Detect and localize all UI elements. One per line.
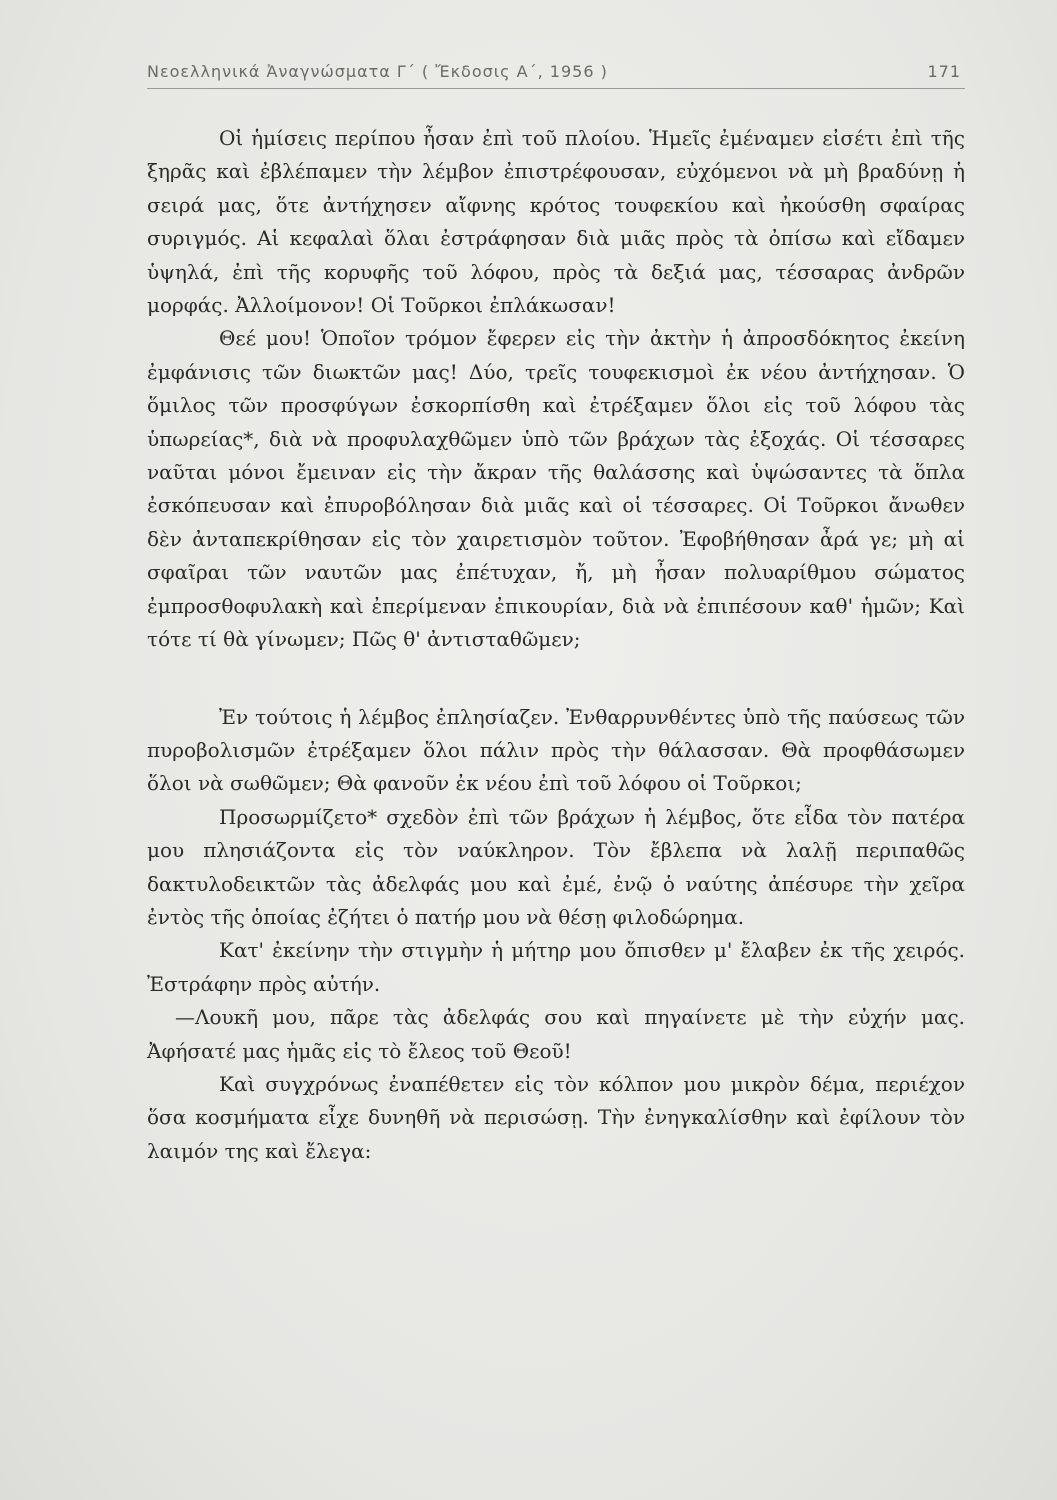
paragraph-2: Θεέ μου! Ὁποῖον τρόμον ἔφερεν εἰς τὴν ἀκτὴν ἡ ἀπροσδόκητος ἐκείνη ἐμφάνισις τῶν διωκτῶν μας! Δύο, τρεῖς τουφεκισμοὶ ἐκ νέου ἀντήχησαν. Ὁ ὅμιλος τῶν προσφύγων ἐσκορπίσθη καὶ ἐτρέξαμεν ὅλοι εἰς τοῦ λόφου τὰς ὑπωρείας*, διὰ νὰ προφυλαχθῶμεν ὑπὸ τῶν βράχων τὰς ἐξοχάς. Οἱ τέσσαρες ναῦται μόνοι ἔμειναν εἰς τὴν ἄκραν τῆς θαλάσσης καὶ ὑψώσαντες τὰ ὅπλα ἐσκόπευσαν καὶ ἐπυροβόλησαν διὰ μιᾶς καὶ οἱ τέσσαρες. Οἱ Τοῦρκοι ἄνωθεν δὲν ἀνταπεκρίθησαν εἰς τὸν χαιρετισμὸν τοῦτον. Ἐφοβήθησαν ἆρά γε; μὴ αἱ σφαῖραι τῶν ναυτῶν μας ἐπέτυχαν, ἤ, μὴ ἦσαν πολυαρίθμου σώματος ἐμπροσθοφυλακὴ καὶ ἐπερίμεναν ἐπικουρίαν, διὰ νὰ ἐπιπέσουν καθ' ἡμῶν; Καὶ τότε τί θὰ γίνωμεν; Πῶς θ' ἀντισταθῶμεν;: [147, 326, 965, 652]
paragraph-4: Προσωρμίζετο* σχεδὸν ἐπὶ τῶν βράχων ἡ λέμβος, ὅτε εἶδα τὸν πατέρα μου πλησιάζοντα εἰς τὸν ναύκληρον. Τὸν ἔβλεπα νὰ λαλῇ περιπαθῶς δακτυλοδεικτῶν τὰς ἀδελφάς μου καὶ ἐμέ, ἐνῷ ὁ ναύτης ἀπέσυρε τὴν χεῖρα ἐντὸς τῆς ὁποίας ἐζήτει ὁ πατήρ μου νὰ θέσῃ φιλοδώρημα.: [147, 804, 965, 929]
section-gap: [147, 657, 965, 701]
paragraph-7: Καὶ συγχρόνως ἐναπέθετεν εἰς τὸν κόλπον μου μικρὸν δέμα, περιέχον ὅσα κοσμήματα εἶχε δυνηθῆ νὰ περισώσῃ. Τὴν ἐνηγκαλίσθην καὶ ἐφίλουν τὸν λαιμόν της καὶ ἔλεγα:: [147, 1071, 965, 1163]
paragraph-1: Οἱ ἡμίσεις περίπου ἦσαν ἐπὶ τοῦ πλοίου. Ἡμεῖς ἐμέναμεν εἰσέτι ἐπὶ τῆς ξηρᾶς καὶ ἐβλέπαμεν τὴν λέμβον ἐπιστρέφουσαν, εὐχόμενοι νὰ μὴ βραδύνῃ ἡ σειρά μας, ὅτε ἀντήχησεν αἴφνης κρότος τουφεκίου καὶ ἠκούσθη σφαίρας συριγμός. Αἱ κεφαλαὶ ὅλαι ἐστράφησαν διὰ μιᾶς πρὸς τὰ ὀπίσω καὶ εἴδαμεν ὑψηλά, ἐπὶ τῆς κορυφῆς τοῦ λόφου, πρὸς τὰ δεξιά μας, τέσσαρας ἀνδρῶν μορφάς. Ἀλλοίμονον! Οἱ Τοῦρκοι ἐπλάκωσαν!: [147, 126, 965, 318]
paragraph-6-dialogue: —Λουκῆ μου, πᾶρε τὰς ἀδελφάς σου καὶ πηγαίνετε μὲ τὴν εὐχήν μας. Ἀφήσατέ μας ἡμᾶς εἰς τὸ ἔλεος τοῦ Θεοῦ!: [147, 1005, 965, 1063]
paragraph-3: Ἐν τούτοις ἡ λέμβος ἐπλησίαζεν. Ἐνθαρρυνθέντες ὑπὸ τῆς παύσεως τῶν πυροβολισμῶν ἐτρέξαμεν ὅλοι πάλιν πρὸς τὴν θάλασσαν. Θὰ προφθάσωμεν ὅλοι νὰ σωθῶμεν; Θὰ φανοῦν ἐκ νέου ἐπὶ τοῦ λόφου οἱ Τοῦρκοι;: [147, 704, 965, 796]
paragraph-5: Κατ' ἐκείνην τὴν στιγμὴν ἡ μήτηρ μου ὄπισθεν μ' ἔλαβεν ἐκ τῆς χειρός. Ἐστράφην πρὸς αὐτήν.: [147, 938, 965, 996]
header-title: Νεοελληνικά Ἀναγνώσματα Γ΄ ( Ἔκδοσις Α΄, 1956 ): [147, 62, 608, 81]
running-header: [147, 58, 965, 89]
page-number: 171: [927, 62, 961, 81]
body-text: [147, 122, 965, 1168]
